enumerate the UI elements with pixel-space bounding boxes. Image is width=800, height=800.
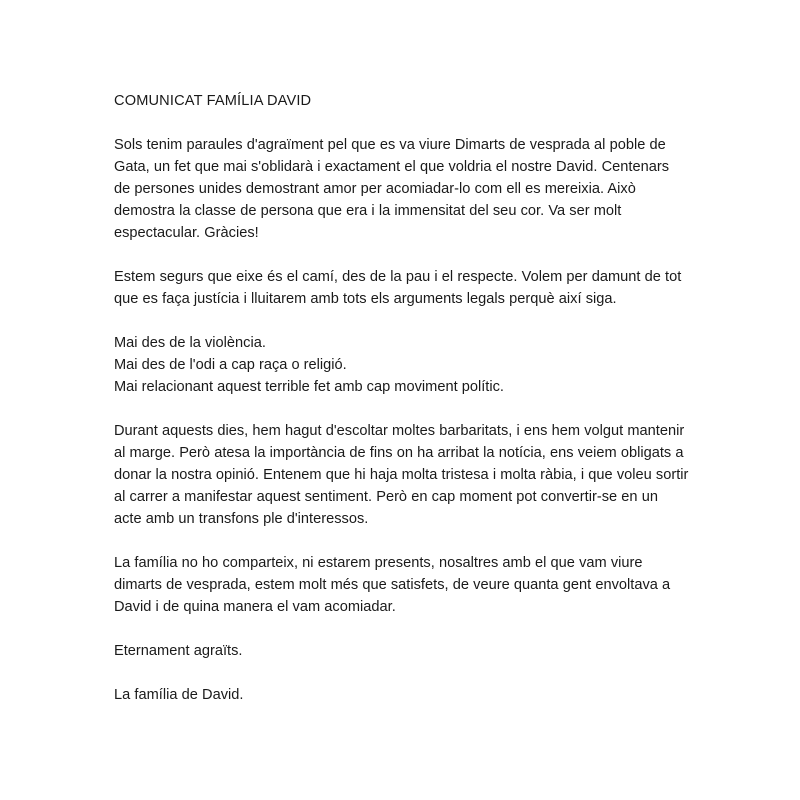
- paragraph-path-of-peace: Estem segurs que eixe és el camí, des de la pau i el respecte. Volem per damunt de tot que es faça justícia i lluitarem amb tots els arguments legals perquè així siga.: [114, 269, 682, 307]
- statement-line-hate: Mai des de l'odi a cap raça o religió.: [114, 357, 347, 373]
- statement-line-politics: Mai relacionant aquest terrible fet amb cap moviment polític.: [114, 379, 504, 395]
- document-title: COMUNICAT FAMÍLIA DAVID: [114, 93, 312, 109]
- paragraph-closing-thanks: Eternament agraïts.: [114, 643, 243, 659]
- paragraph-signature: La família de David.: [114, 687, 244, 703]
- statement-lines-group: [114, 332, 689, 398]
- document-body: [114, 90, 689, 706]
- paragraph-family-position: La família no ho comparteix, ni estarem presents, nosaltres amb el que vam viure dimarts de vesprada, estem molt més que satisfets, de veure quanta gent envoltava a David i de quina manera el vam acomiadar.: [114, 555, 671, 615]
- paragraph-media-response: Durant aquests dies, hem hagut d'escoltar moltes barbaritats, i ens hem volgut mantenir al marge. Però atesa la importància de fins on ha arribat la notícia, ens veiem obligats a donar la nostra opinió. Entenem que hi haja molta tristesa i molta ràbia, i que voleu sortir al carrer a manifestar aquest sentiment. Però en cap moment pot convertir-se en un acte amb un transfons ple d'interessos.: [114, 423, 689, 527]
- statement-line-violence: Mai des de la violència.: [114, 335, 266, 351]
- paragraph-gratitude: Sols tenim paraules d'agraïment pel que es va viure Dimarts de vesprada al poble de Gata, un fet que mai s'oblidarà i exactament el que voldria el nostre David. Centenars de persones unides demostrant amor per acomiadar-lo com ell es mereixia. Això demostra la classe de persona que era i la immensitat del seu cor. Va ser molt espectacular. Gràcies!: [114, 137, 670, 241]
